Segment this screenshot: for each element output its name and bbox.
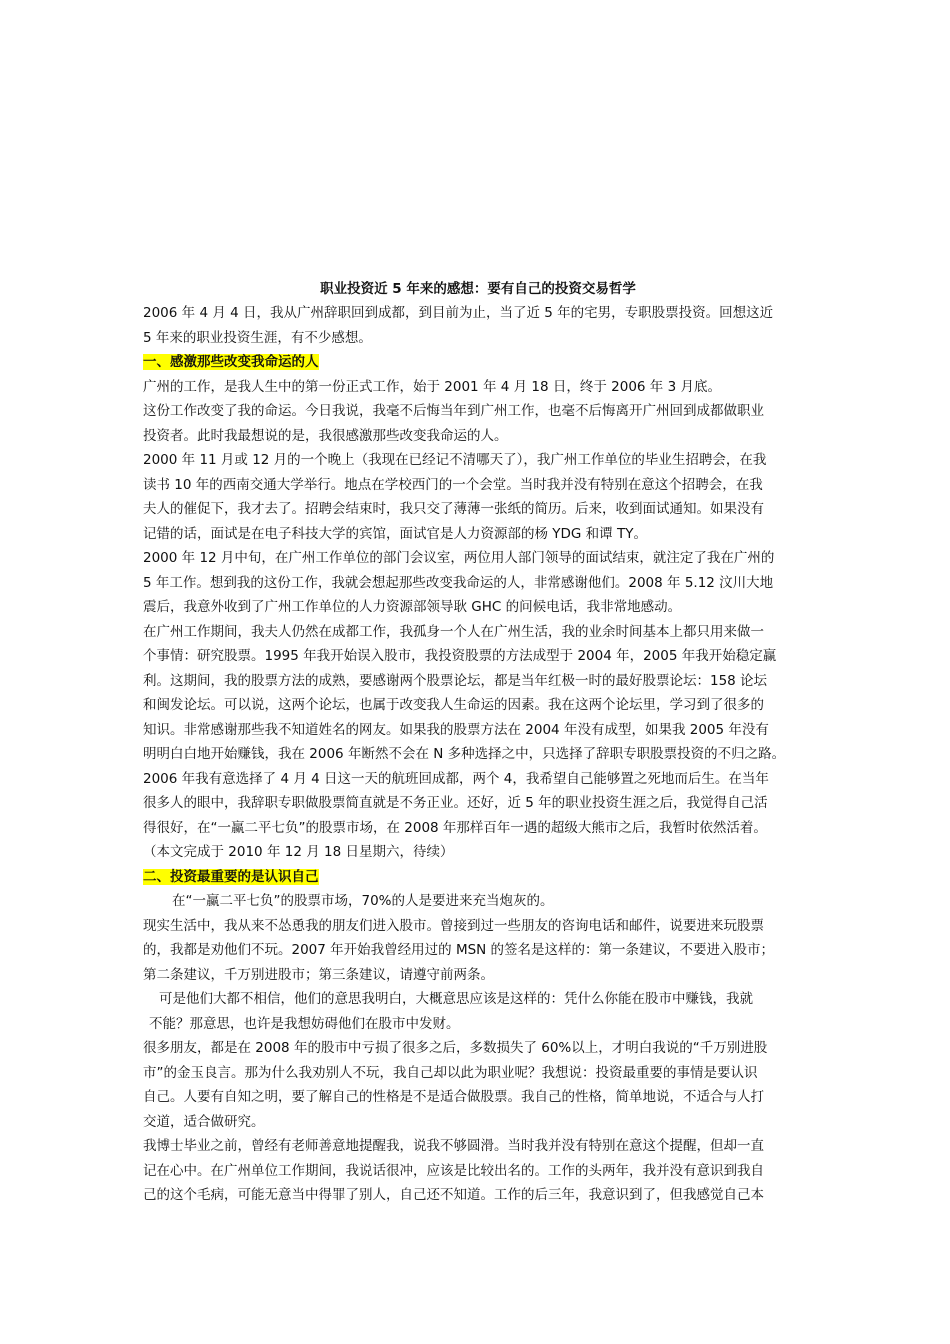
- text-line: 明明白白地开始赚钱，我在 2006 年断然不会在 N 多种选择之中，只选择了辞职专职股票投资的不归之路。: [143, 746, 786, 762]
- text-line: 这份工作改变了我的命运。今日我说，我毫不后悔当年到广州工作，也毫不后悔离开广州回到成都做职业: [143, 403, 764, 419]
- section-heading-text: 二、投资最重要的是认识自己: [143, 868, 319, 885]
- text-line: 和闽发论坛。可以说，这两个论坛，也属于改变我人生命运的因素。我在这两个论坛里，学习到了很多的: [143, 697, 764, 713]
- text-line: 很多朋友，都是在 2008 年的股市中亏损了很多之后，多数损失了 60%以上，才明白我说的“千万别进股: [143, 1040, 768, 1056]
- text-line: 现实生活中，我从来不怂恿我的朋友们进入股市。曾接到过一些朋友的咨询电话和邮件，说要进来玩股票: [143, 917, 764, 934]
- text-line: 广州的工作，是我人生中的第一份正式工作，始于 2001 年 4 月 18 日，终于 2006 年 3 月底。: [143, 378, 721, 395]
- section-heading: [143, 350, 813, 375]
- text-line: 投资者。此时我最想说的是，我很感激那些改变我命运的人。: [143, 427, 508, 444]
- text-line: 第二条建议，千万别进股市；第三条建议，请遵守前两条。: [143, 966, 494, 983]
- text-line: 个事情：研究股票。1995 年我开始误入股市，我投资股票的方法成型于 2004 年，2005 年我开始稳定赢: [143, 648, 777, 664]
- text-line: 记错的话，面试是在电子科技大学的宾馆，面试官是人力资源部的杨 YDG 和谭 TY。: [143, 525, 647, 542]
- text-line: 可是他们大都不相信，他们的意思我明白，大概意思应该是这样的：凭什么你能在股市中赚钱，我就: [159, 991, 753, 1007]
- text-line: 的，我都是劝他们不玩。2007 年开始我曾经用过的 MSN 的签名是这样的：第一条建议，不要进入股市；: [143, 942, 775, 958]
- text-line: 知识。非常感谢那些我不知道姓名的网友。如果我的股票方法在 2004 年没有成型，如果我 2005 年没有: [143, 721, 769, 738]
- text-line: 2000 年 11 月或 12 月的一个晚上（我现在已经记不清哪天了），我广州工作单位的毕业生招聘会，在我: [143, 452, 767, 468]
- text-line: 利。这期间，我的股票方法的成熟，要感谢两个股票论坛，都是当年红极一时的最好股票论坛：158 论坛: [143, 672, 768, 689]
- paragraph-lines: [143, 301, 813, 1208]
- text-line: 不能？那意思，也许是我想妨碍他们在股市中发财。: [149, 1015, 460, 1032]
- text-line: 我博士毕业之前，曾经有老师善意地提醒我，说我不够圆滑。当时我并没有特别在意这个提醒，但却一直: [143, 1138, 764, 1154]
- text-line: 自己。人要有自知之明，要了解自己的性格是不是适合做股票。我自己的性格，简单地说，不适合与人打: [143, 1089, 764, 1105]
- section-heading-text: 一、感激那些改变我命运的人: [143, 354, 319, 370]
- text-line: 记在心中。在广州单位工作期间，我说话很冲，应该是比较出名的。工作的头两年，我并没有意识到我自: [143, 1162, 764, 1179]
- text-line: 2000 年 12 月中旬，在广州工作单位的部门会议室，两位用人部门领导的面试结束，就注定了我在广州的: [143, 550, 775, 566]
- text-line: 读书 10 年的西南交通大学举行。地点在学校西门的一个会堂。当时我并没有特别在意这个招聘会，在我: [143, 476, 763, 493]
- text-line: （本文完成于 2010 年 12 月 18 日星期六，待续）: [143, 844, 454, 860]
- text-line: 己的这个毛病，可能无意当中得罪了别人，自己还不知道。工作的后三年，我意识到了，但我感觉自己本: [143, 1187, 764, 1203]
- text-line: 5 年工作。想到我的这份工作，我就会想起那些改变我命运的人，非常感谢他们。2008 年 5.12 汶川大地: [143, 574, 774, 591]
- text-line: 5 年来的职业投资生涯，有不少感想。: [143, 329, 372, 346]
- text-line: 在“一赢二平七负”的股票市场，70%的人是要进来充当炮灰的。: [172, 893, 554, 909]
- text-line: 夫人的催促下，我才去了。招聘会结束时，我只交了薄薄一张纸的简历。后来，收到面试通知。如果没有: [143, 501, 764, 517]
- text-line: 得很好，在“一赢二平七负”的股票市场，在 2008 年那样百年一遇的超级大熊市之后，我暂时依然活着。: [143, 819, 767, 836]
- text-line: 市”的金玉良言。那为什么我劝别人不玩，我自己却以此为职业呢？我想说：投资最重要的事情是要认识: [143, 1064, 758, 1081]
- text-line: 震后，我意外收到了广州工作单位的人力资源部领导耿 GHC 的问候电话，我非常地感动。: [143, 599, 682, 615]
- text-line: 2006 年 4 月 4 日，我从广州辞职回到成都，到目前为止，当了近 5 年的宅男，专职股票投资。回想这近: [143, 305, 774, 321]
- section-heading: [143, 865, 813, 890]
- text-line: 2006 年我有意选择了 4 月 4 日这一天的航班回成都，两个 4，我希望自己能够置之死地而后生。在当年: [143, 770, 769, 787]
- text-line: 很多人的眼中，我辞职专职做股票简直就是不务正业。还好，近 5 年的职业投资生涯之后，我觉得自己活: [143, 795, 768, 811]
- text-line: 在广州工作期间，我夫人仍然在成都工作，我孤身一个人在广州生活，我的业余时间基本上都只用来做一: [143, 623, 764, 640]
- document-title: 职业投资近 5 年来的感想：要有自己的投资交易哲学: [320, 281, 636, 297]
- text-line: 交道，适合做研究。: [143, 1113, 265, 1130]
- document-body: [143, 277, 813, 1208]
